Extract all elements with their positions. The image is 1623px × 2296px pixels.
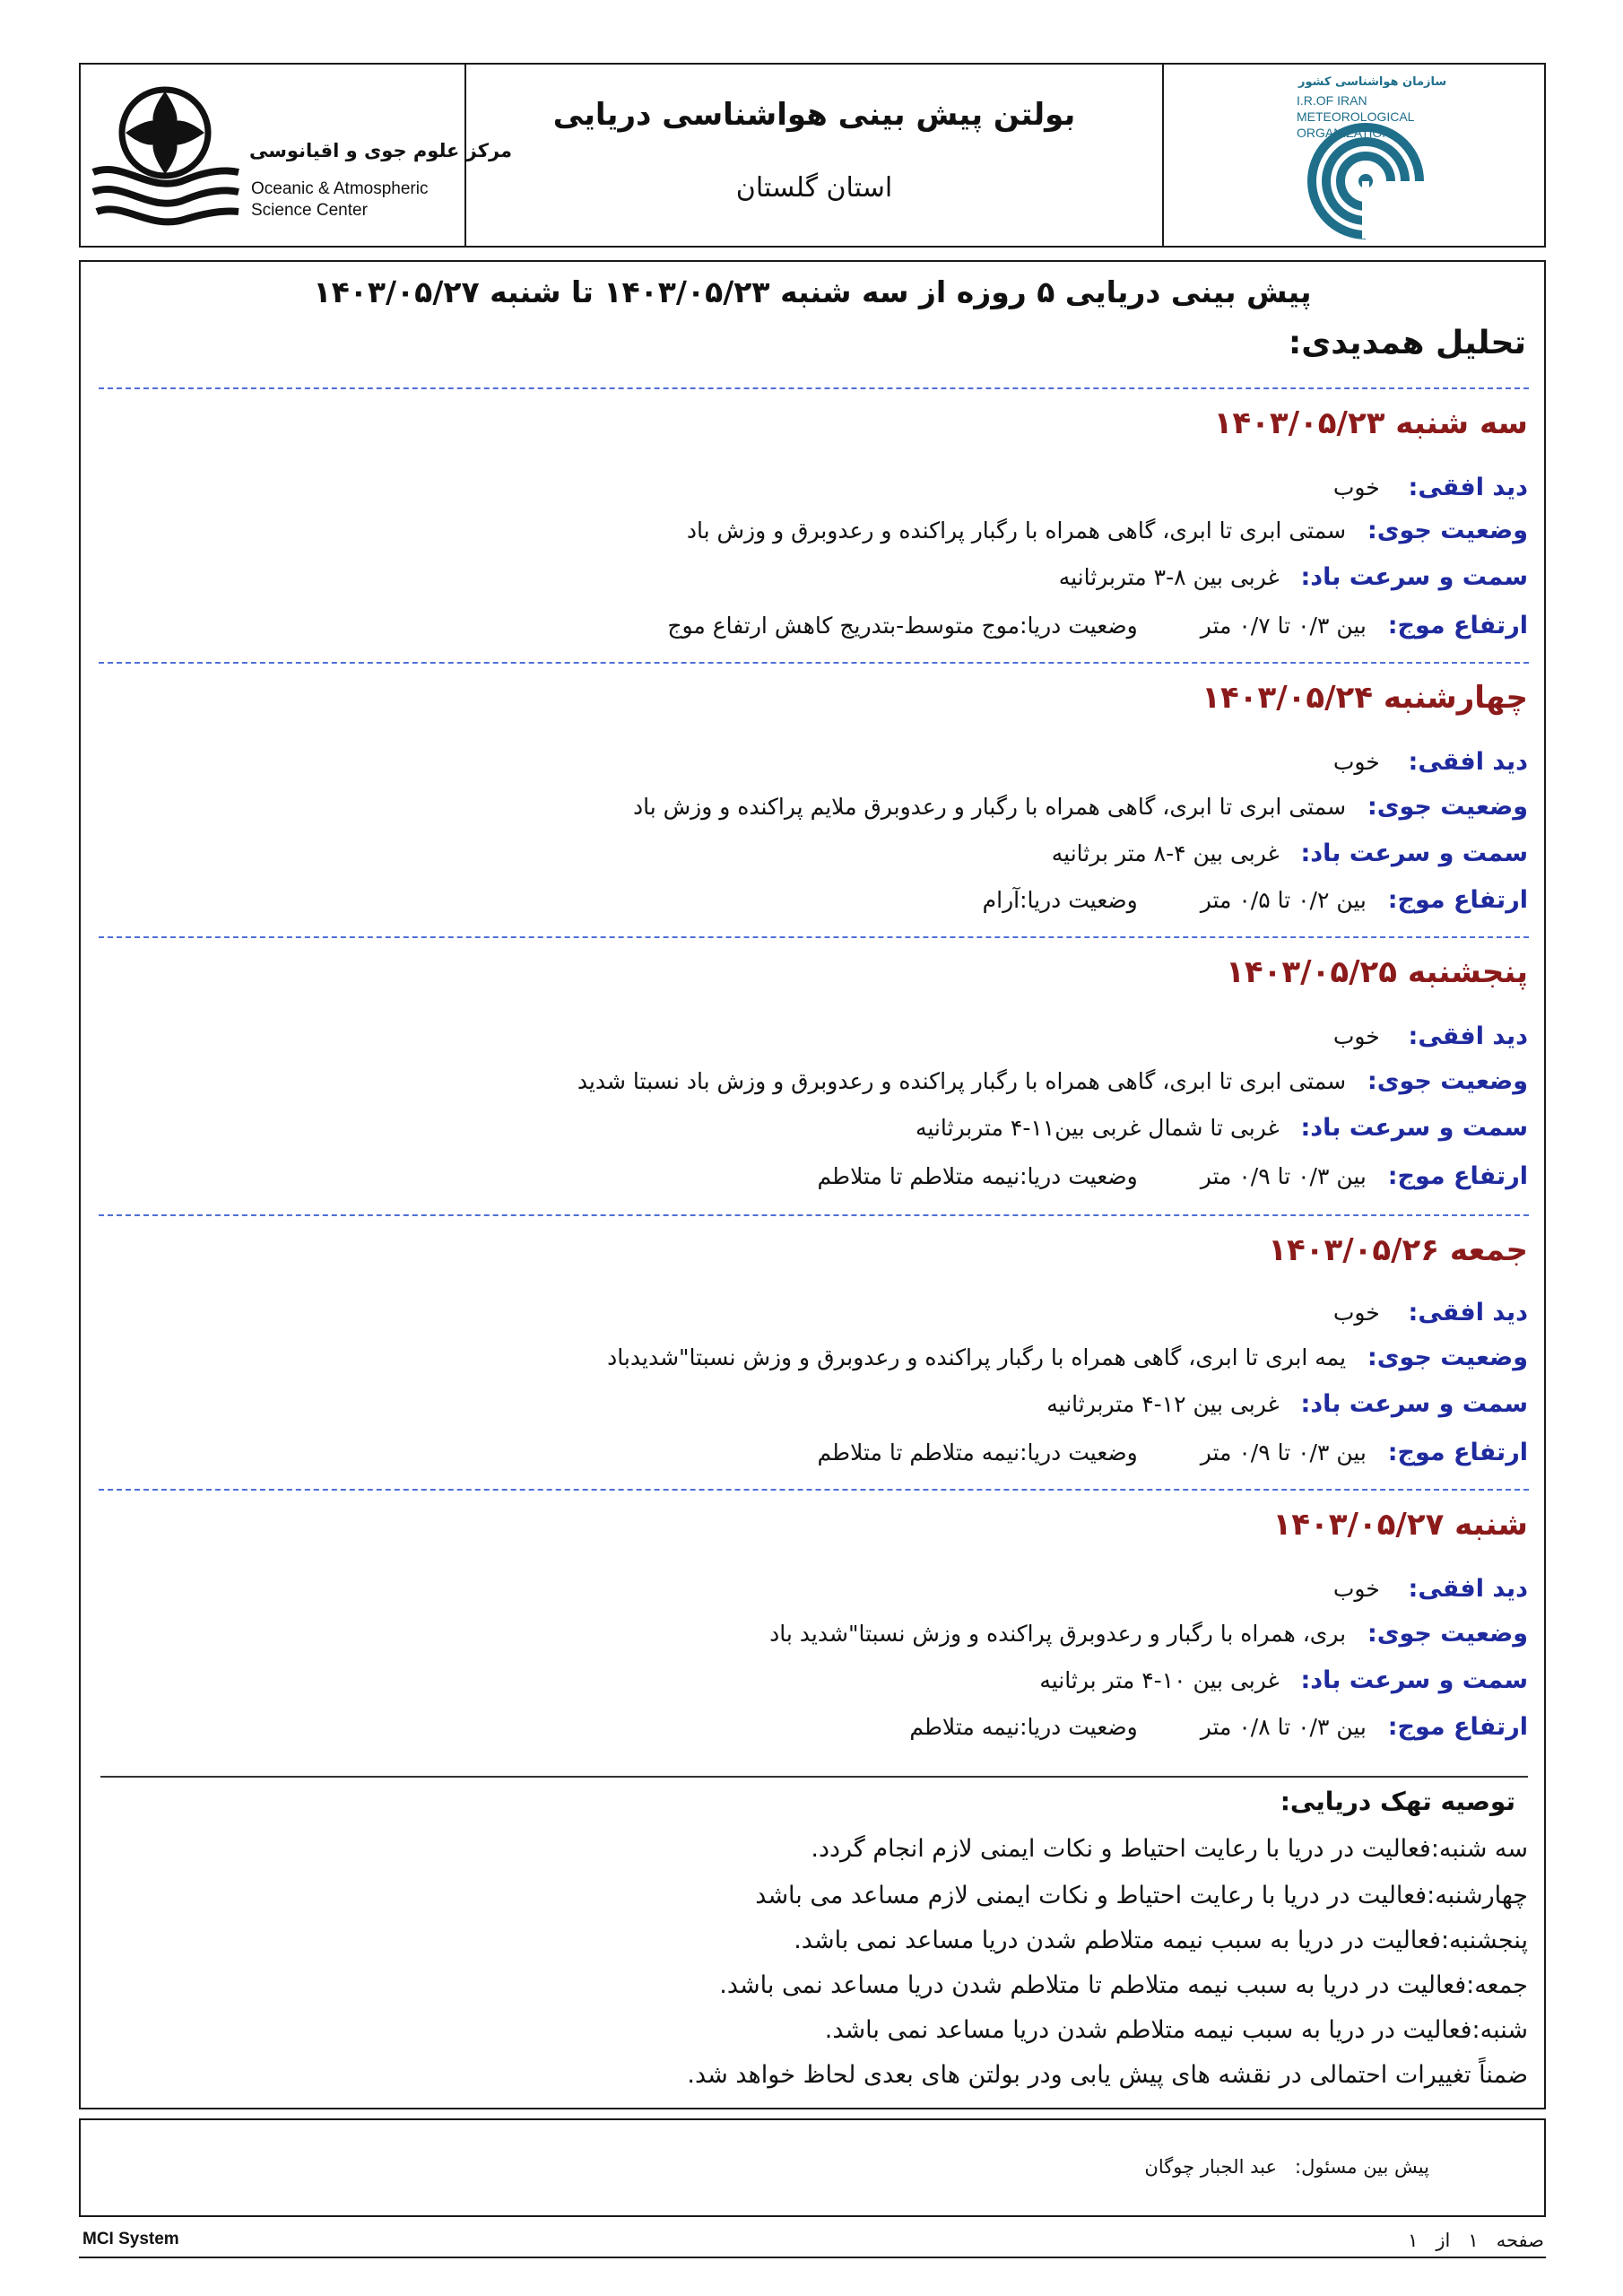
day-title: پنجشنبه ۱۴۰۳/۰۵/۲۵ (1226, 954, 1528, 990)
weather-row (633, 793, 1528, 821)
left-logo-name-en-2: Science Center (251, 201, 368, 220)
wind-row (1039, 1666, 1528, 1694)
right-logo-name-en-1: I.R.OF IRAN (1297, 93, 1367, 108)
divider (99, 1214, 1529, 1216)
wave-value: بین ۰/۲ تا ۰/۵ متر (1200, 887, 1367, 913)
synoptic-heading: تحلیل همدیدی: (1288, 325, 1526, 361)
wind-value: غربی بین ۸-۳ متربرثانیه (1058, 564, 1280, 590)
system-label: MCI System (82, 2230, 179, 2248)
visibility-value: خوب (1332, 1023, 1380, 1049)
forecast-title: پیش بینی دریایی ۵ روزه از سه شنبه ۱۴۰۳/۰۵/۲۳ تا شنبه ۱۴۰۳/۰۵/۲۷ (313, 274, 1312, 309)
advice-line: سه شنبه:فعالیت در دریا با رعایت احتیاط و نکات ایمنی لازم انجام گردد. (811, 1835, 1528, 1863)
wind-row (1046, 1390, 1528, 1418)
day-title: جمعه ۱۴۰۳/۰۵/۲۶ (1268, 1232, 1528, 1268)
wind-value: غربی بین ۴-۸ متر برثانیه (1051, 840, 1280, 866)
wind-value: غربی تا شمال غربی بین۱۱-۴ متربرثانیه (915, 1115, 1280, 1141)
sea-state-value: وضعیت دریا:موج متوسط-بتدریج کاهش ارتفاع موج (667, 613, 1138, 639)
wave-value: بین ۰/۳ تا ۰/۸ متر (1200, 1714, 1367, 1740)
advice-separator (100, 1776, 1528, 1778)
weather-label: وضعیت جوی: (1367, 1067, 1528, 1095)
wind-row (916, 1114, 1528, 1142)
visibility-row (1333, 1575, 1528, 1603)
visibility-row (1333, 748, 1528, 776)
forecaster-label: پیش بین مسئول: (1295, 2156, 1429, 2178)
sea-state-value: وضعیت دریا:نیمه متلاطم (909, 1714, 1138, 1740)
footer-rule (79, 2257, 1546, 2258)
weather-row (769, 1620, 1528, 1648)
advice-line: جمعه:فعالیت در دریا به سبب نیمه متلاطم تا متلاطم شدن دریا مساعد نمی باشد. (719, 1971, 1528, 1999)
sea-state-value: وضعیت دریا:آرام (982, 887, 1138, 913)
sea-state-value: وضعیت دریا:نیمه متلاطم تا متلاطم (817, 1163, 1138, 1189)
visibility-value: خوب (1332, 1576, 1380, 1602)
wind-value: غربی بین ۱۰-۴ متر برثانیه (1039, 1667, 1280, 1693)
advice-line: پنجشنبه:فعالیت در دریا به سبب نیمه متلاطم شدن دریا مساعد نمی باشد. (794, 1926, 1528, 1954)
visibility-label: دید افقی: (1408, 1575, 1528, 1603)
wave-row (818, 1439, 1528, 1466)
advice-heading: توصیه تهک دریایی: (1280, 1787, 1515, 1816)
weather-label: وضعیت جوی: (1367, 1344, 1528, 1371)
wave-row (909, 1713, 1528, 1741)
advice-line: شنبه:فعالیت در دریا به سبب نیمه متلاطم شدن دریا مساعد نمی باشد. (824, 2016, 1528, 2044)
of-label: از (1436, 2230, 1451, 2251)
wave-label: ارتفاع موج: (1387, 1439, 1528, 1466)
divider (99, 662, 1529, 664)
weather-value: سمتی ابری تا ابری، گاهی همراه با رگبار پراکنده و رعدوبرق و وزش باد نسبتا شدید (577, 1068, 1347, 1094)
visibility-row (1333, 1022, 1528, 1050)
wind-label: سمت و سرعت باد: (1300, 1114, 1528, 1142)
wind-row (1059, 563, 1528, 591)
wind-label: سمت و سرعت باد: (1300, 563, 1528, 591)
wave-label: ارتفاع موج: (1387, 886, 1528, 914)
advice-line: چهارشنبه:فعالیت در دریا با رعایت احتیاط و نکات ایمنی لازم مساعد می باشد (755, 1882, 1528, 1909)
forecaster-name: عبد الجبار چوگان (1144, 2156, 1277, 2178)
visibility-label: دید افقی: (1408, 1022, 1528, 1050)
day-title: سه شنبه ۱۴۰۳/۰۵/۲۳ (1213, 405, 1528, 441)
weather-label: وضعیت جوی: (1367, 793, 1528, 821)
wave-value: بین ۰/۳ تا ۰/۹ متر (1200, 1439, 1367, 1465)
visibility-value: خوب (1332, 749, 1380, 775)
meteorological-org-logo-icon (1298, 118, 1433, 244)
visibility-value: خوب (1332, 474, 1380, 500)
right-logo-name-fa: سازمان هواشناسی کشور (1298, 75, 1447, 89)
forecaster-line (1144, 2156, 1429, 2178)
province-label: استان گلستان (735, 172, 893, 204)
left-logo-name-en-1: Oceanic & Atmospheric (251, 179, 429, 198)
right-logo-name-en-3: ORGANIZATION (1297, 126, 1392, 140)
wave-label: ارتفاع موج: (1387, 1713, 1528, 1741)
right-logo-name-en-2: METEOROLOGICAL (1297, 109, 1415, 124)
header-box (79, 63, 1546, 248)
weather-value: یمه ابری تا ابری، گاهی همراه با رگبار پراکنده و رعدوبرق و وزش نسبتا"شدیدباد (607, 1344, 1347, 1370)
divider (99, 387, 1529, 389)
right-logo-cell (1162, 65, 1546, 246)
visibility-label: دید افقی: (1408, 1299, 1528, 1326)
wave-label: ارتفاع موج: (1387, 612, 1528, 639)
visibility-label: دید افقی: (1408, 474, 1528, 501)
wave-value: بین ۰/۳ تا ۰/۷ متر (1200, 613, 1367, 639)
wave-row (983, 886, 1528, 914)
wind-label: سمت و سرعت باد: (1300, 839, 1528, 867)
wave-label: ارتفاع موج: (1387, 1162, 1528, 1190)
weather-row (577, 1067, 1528, 1095)
weather-value: سمتی ابری تا ابری، گاهی همراه با رگبار پراکنده و رعدوبرق و وزش باد (686, 517, 1347, 544)
weather-row (687, 517, 1528, 544)
left-logo-cell (81, 65, 513, 246)
advice-line: ضمناً تغییرات احتمالی در نقشه های پیش یابی ودر بولتن های بعدی لحاظ خواهد شد. (687, 2061, 1528, 2089)
visibility-value: خوب (1332, 1300, 1380, 1326)
weather-label: وضعیت جوی: (1367, 517, 1528, 544)
page-total: ۱ (1408, 2230, 1419, 2251)
divider (99, 1489, 1529, 1491)
visibility-label: دید افقی: (1408, 748, 1528, 776)
wind-label: سمت و سرعت باد: (1300, 1666, 1528, 1694)
weather-value: بری، همراه با رگبار و رعدوبرق پراکنده و وزش نسبتا"شدید باد (769, 1621, 1347, 1647)
title-cell (466, 65, 1162, 246)
wave-row (667, 612, 1528, 639)
sea-state-value: وضعیت دریا:نیمه متلاطم تا متلاطم (817, 1439, 1138, 1465)
wind-row (1052, 839, 1528, 867)
divider (99, 936, 1529, 938)
day-title: چهارشنبه ۱۴۰۳/۰۵/۲۴ (1202, 680, 1528, 716)
day-title: شنبه ۱۴۰۳/۰۵/۲۷ (1272, 1507, 1528, 1543)
visibility-row (1333, 474, 1528, 501)
weather-label: وضعیت جوی: (1367, 1620, 1528, 1648)
page-indicator (1408, 2230, 1544, 2251)
wave-row (818, 1162, 1528, 1190)
wave-value: بین ۰/۳ تا ۰/۹ متر (1200, 1163, 1367, 1189)
left-logo-name-fa: مرکز علوم جوی و اقیانوسی (249, 140, 513, 161)
visibility-row (1333, 1299, 1528, 1326)
wind-label: سمت و سرعت باد: (1300, 1390, 1528, 1418)
weather-row (607, 1344, 1528, 1371)
ocean-atmos-logo-icon (88, 79, 240, 231)
page-label: صفحه (1496, 2230, 1544, 2251)
wind-value: غربی بین ۱۲-۴ متربرثانیه (1046, 1391, 1280, 1417)
weather-value: سمتی ابری تا ابری، گاهی همراه با رگبار و رعدوبرق ملایم پراکنده و وزش باد (632, 794, 1347, 820)
page-number: ۱ (1468, 2230, 1479, 2251)
page-title: بولتن پیش بینی هواشناسی دریایی (552, 97, 1076, 133)
